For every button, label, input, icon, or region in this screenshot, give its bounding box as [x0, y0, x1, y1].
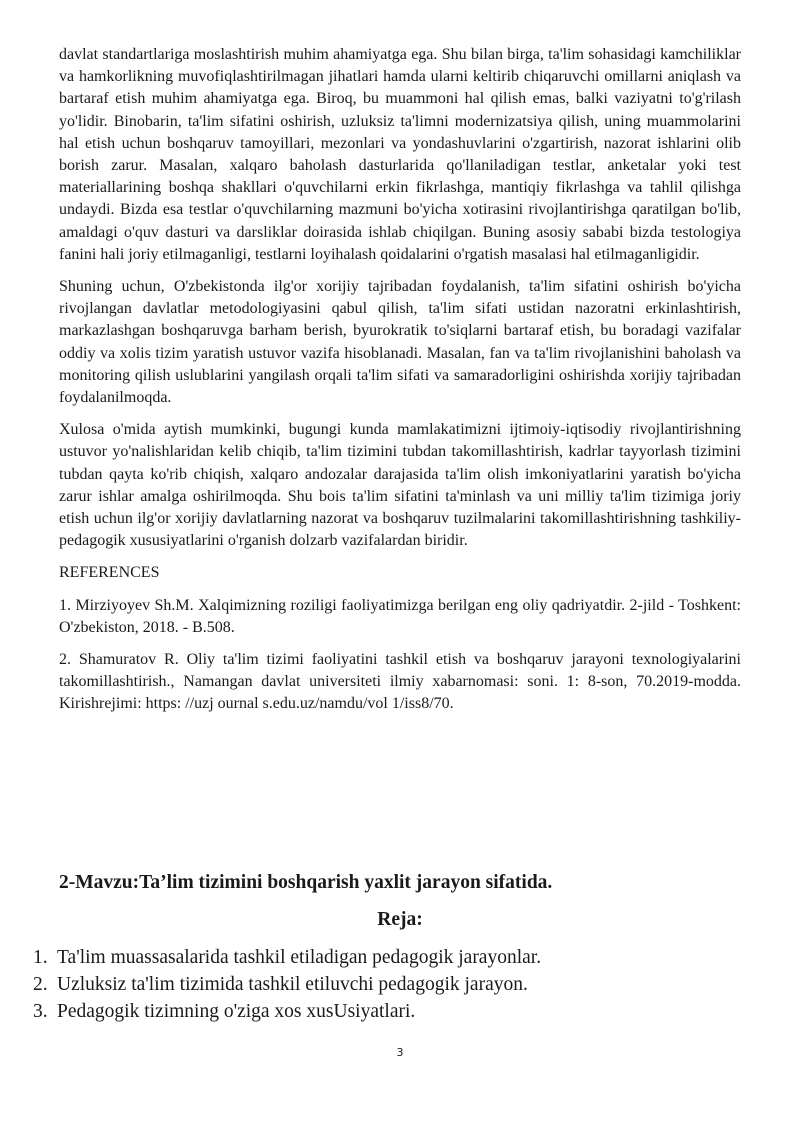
plan-item-text: Ta'lim muassasalarida tashkil etiladigan pedagogik jarayonlar. — [57, 947, 542, 968]
plan-item-number: 2. — [33, 974, 48, 995]
paragraph: Shuning uchun, O'zbekistonda ilg'or xorijiy tajribadan foydalanish, ta'lim sifatini oshirish bo'yicha rivojlangan davlatlar metodologiyasini qabul qilish, ta'lim sifati ustidan nazoratni erkinlashtirish, markazlashgan boshqaruvga barham berish, byurokratik to'siqlarni bartaraf etish, bu boradagi vazifalar oddiy va xolis tizim yaratish ustuvor vazifa hisoblanadi. Masalan, fan va ta'lim rivojlanishini baholash va monitoring qilish uslublarini yangilash orqali ta'lim sifati va samaradorligini oshirishda xorijiy tajribadan foydalanilmoqda. — [59, 278, 741, 407]
paragraph: davlat standartlariga moslashtirish muhim ahamiyatga ega. Shu bilan birga, ta'lim sohasidagi kamchiliklar va hamkorlikning muvofiqlashtirilmagan jihatlari hamda ularni keltirib chiqaruvchi omillarni aniqlash va bartaraf etish muhim ahamiyatga ega. Biroq, bu muammoni hal qilish emas, balki vaziyatni to'g'rilash yo'lidir. Binobarin, ta'lim sifatini oshirish, uzluksiz ta'limni modernizatsiya qilish, uning muammolarini hal etish uchun boshqaruv tamoyillari, mezonlari va yondashuvlarini o'zgartirish, nazorat ishlarini olib borish zarur. Masalan, xalqaro baholash dasturlarida qo'llaniladigan testlar, anketalar yoki test materiallarining boshqa shakllari o'quvchilarni erkin fikrlashga, mantiqiy fikrlashga va tahlil qilishga undaydi. Bizda esa testlar o'quvchilarning mazmuni bo'yicha xotirasini rivojlantirishga qaratilgan bo'lib, amaldagi o'quv dasturi va darsliklar doirasida ishlab chiqilgan. Buning asosiy sababi bizda testologiya fanini hali joriy etilmaganligi, testlarni loyihalash qoidalarini o'rgatish masalasi hal etilmaganligidir. — [59, 46, 741, 263]
body-text — [59, 44, 741, 726]
paragraph: Xulosa o'mida aytish mumkinki, bugungi kunda mamlakatimizni ijtimoiy-iqtisodiy rivojlantirishning ustuvor yo'nalishlaridan kelib chiqib, ta'lim tizimini tubdan takomillashtirish, kadrlar tayyorlash tizimini tubdan qayta ko'rib chiqish, xalqaro andozalar darajasida ta'lim olish imkoniyatlarini yaratish bo'yicha zarur ishlar amalga oshirilmoqda. Shu bois ta'lim sifatini ta'minlash va uni milliy ta'lim tizimiga joriy etish uchun ilg'or xorijiy davlatlarning nazorat va boshqaruv tuzilmalarini takomillashtirishning tashkiliy-pedagogik xususiyatlarini o'rganish dolzarb vazifalardan biridir. — [59, 421, 741, 550]
references-heading: REFERENCES — [59, 564, 160, 582]
plan-item-number: 3. — [33, 1001, 48, 1022]
plan-item-text: Pedagogik tizimning o'ziga xos xusUsiyatlari. — [57, 1001, 416, 1022]
page-number: 3 — [396, 1046, 404, 1059]
reference-item: 1. Mirziyoyev Sh.M. Xalqimizning roziligi faoliyatimizga berilgan eng oliy qadriyatdir. 2-jild - Toshkent: O'zbekiston, 2018. - B.508. — [59, 596, 741, 636]
plan-list — [33, 944, 541, 1025]
reference-item: 2. Shamuratov R. Oliy ta'lim tizimi faoliyatini tashkil etish va boshqaruv jarayoni texnologiyalarini takomillashtirish., Namangan davlat universiteti ilmiy xabarnomasi: soni. 1: 8-son, 70.2019-modda. Kirishrejimi: https: //uzj ournal s.edu.uz/namdu/vol 1/iss8/70. — [59, 651, 741, 713]
plan-item-number: 1. — [33, 947, 48, 968]
topic-title: 2-Mavzu:Ta’lim tizimini boshqarish yaxlit jarayon sifatida. — [59, 872, 553, 893]
plan-item — [33, 971, 541, 998]
plan-item — [33, 998, 541, 1025]
plan-item-text: Uzluksiz ta'lim tizimida tashkil etiluvchi pedagogik jarayon. — [57, 974, 528, 995]
plan-title: Reja: — [377, 909, 423, 930]
plan-item — [33, 944, 541, 971]
